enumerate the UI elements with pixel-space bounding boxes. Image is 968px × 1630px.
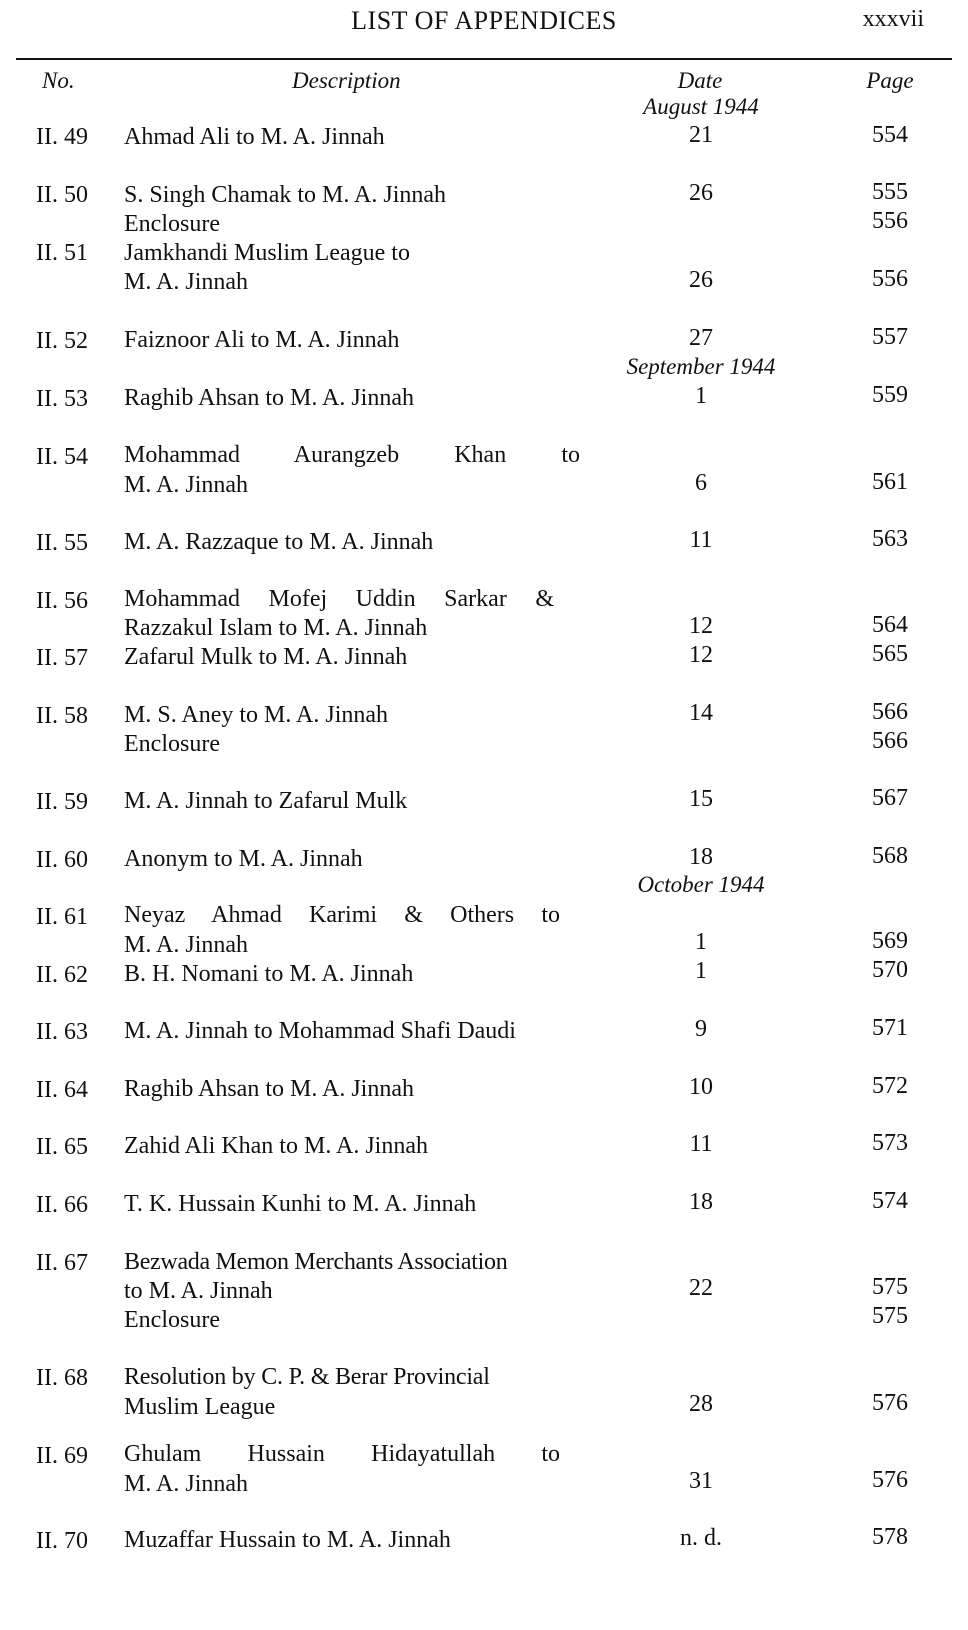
- entry-description: Mohammad Mofej Uddin Sarkar &: [124, 586, 554, 612]
- entry-page: 557: [872, 324, 908, 350]
- entry-date: 18: [689, 1189, 713, 1215]
- entry-date: 27: [689, 325, 713, 351]
- entry-description: M. A. Razzaque to M. A. Jinnah: [124, 529, 434, 555]
- entry-description: Anonym to M. A. Jinnah: [124, 846, 363, 872]
- entry-description: S. Singh Chamak to M. A. Jinnah: [124, 182, 447, 208]
- entry-page: 568: [872, 843, 908, 869]
- entry-description: Muslim League: [124, 1394, 276, 1420]
- entry-description: Ahmad Ali to M. A. Jinnah: [124, 124, 385, 150]
- entry-description: Mohammad Aurangzeb Khan to: [124, 442, 580, 468]
- entry-description: to M. A. Jinnah: [124, 1278, 273, 1304]
- entry-number: II. 56: [36, 588, 88, 614]
- column-header-date: Date: [677, 68, 723, 93]
- column-header-page: Page: [866, 68, 914, 93]
- entry-number: II. 50: [36, 182, 88, 208]
- page-number: xxxvii: [862, 6, 924, 32]
- entry-number: II. 69: [36, 1443, 88, 1469]
- entry-page: 565: [872, 641, 908, 667]
- entry-page: 566: [872, 728, 908, 754]
- entry-number: II. 59: [36, 789, 88, 815]
- entry-number: II. 62: [36, 962, 88, 988]
- entry-page: 559: [872, 382, 908, 408]
- entry-date: 9: [695, 1016, 707, 1042]
- month-heading: August 1944: [643, 94, 759, 119]
- entry-number: II. 63: [36, 1019, 88, 1045]
- entry-date: 11: [689, 1131, 713, 1157]
- entry-description: Ghulam Hussain Hidayatullah to: [124, 1441, 560, 1467]
- entry-page: 576: [872, 1467, 908, 1493]
- entry-description: Zafarul Mulk to M. A. Jinnah: [124, 644, 408, 670]
- entry-page: 567: [872, 785, 908, 811]
- entry-number: II. 53: [36, 386, 88, 412]
- entry-number: II. 66: [36, 1192, 88, 1218]
- entry-description: Raghib Ahsan to M. A. Jinnah: [124, 385, 415, 411]
- entry-description: Neyaz Ahmad Karimi & Others to: [124, 902, 560, 928]
- entry-date: 26: [689, 180, 713, 206]
- entry-date: 1: [695, 929, 707, 955]
- entry-page: 575: [872, 1303, 908, 1329]
- entry-page: 574: [872, 1188, 908, 1214]
- entry-description: B. H. Nomani to M. A. Jinnah: [124, 961, 414, 987]
- entry-number: II. 57: [36, 645, 88, 671]
- entry-page: 563: [872, 526, 908, 552]
- entry-description: Razzakul Islam to M. A. Jinnah: [124, 615, 428, 641]
- entry-date: n. d.: [680, 1525, 722, 1551]
- entry-description: Enclosure: [124, 1307, 220, 1333]
- entry-date: 10: [689, 1074, 713, 1100]
- entry-description: Raghib Ahsan to M. A. Jinnah: [124, 1076, 415, 1102]
- entry-date: 28: [689, 1391, 713, 1417]
- entry-description: Faiznoor Ali to M. A. Jinnah: [124, 327, 400, 353]
- entry-page: 555: [872, 179, 908, 205]
- entry-page: 572: [872, 1073, 908, 1099]
- entry-date: 11: [689, 527, 713, 553]
- entry-number: II. 70: [36, 1528, 88, 1554]
- entry-date: 26: [689, 267, 713, 293]
- entry-number: II. 64: [36, 1077, 88, 1103]
- entry-date: 12: [689, 642, 713, 668]
- entry-date: 6: [695, 470, 707, 496]
- entry-number: II. 67: [36, 1250, 88, 1276]
- entry-description: M. A. Jinnah: [124, 932, 249, 958]
- entry-date: 12: [689, 613, 713, 639]
- month-heading: September 1944: [626, 354, 776, 379]
- entry-page: 556: [872, 208, 908, 234]
- entry-number: II. 60: [36, 847, 88, 873]
- entry-page: 575: [872, 1274, 908, 1300]
- entry-number: II. 49: [36, 124, 88, 150]
- column-header-no: No.: [42, 68, 75, 93]
- entry-number: II. 54: [36, 444, 88, 470]
- entry-description: Resolution by C. P. & Berar Provincial: [124, 1364, 490, 1390]
- running-title: LIST OF APPENDICES: [351, 6, 617, 35]
- entry-description: M. A. Jinnah: [124, 1471, 249, 1497]
- entry-description: Muzaffar Hussain to M. A. Jinnah: [124, 1527, 451, 1553]
- entry-date: 1: [695, 958, 707, 984]
- entry-description: Jamkhandi Muslim League to: [124, 240, 410, 266]
- entry-date: 22: [689, 1275, 713, 1301]
- entry-page: 569: [872, 928, 908, 954]
- entry-number: II. 55: [36, 530, 88, 556]
- entry-description: M. A. Jinnah: [124, 472, 249, 498]
- entry-page: 571: [872, 1015, 908, 1041]
- entry-page: 556: [872, 266, 908, 292]
- month-heading: October 1944: [637, 872, 765, 897]
- entry-date: 1: [695, 383, 707, 409]
- entry-page: 564: [872, 612, 908, 638]
- column-header-description: Description: [292, 68, 401, 93]
- entry-description: Enclosure: [124, 211, 220, 237]
- entry-page: 570: [872, 957, 908, 983]
- entry-description: M. A. Jinnah to Zafarul Mulk: [124, 788, 408, 814]
- entry-page: 554: [872, 122, 908, 148]
- entry-date: 14: [689, 700, 713, 726]
- entry-description: Zahid Ali Khan to M. A. Jinnah: [124, 1133, 428, 1159]
- entry-number: II. 65: [36, 1134, 88, 1160]
- entry-number: II. 68: [36, 1365, 88, 1391]
- entry-description: M. A. Jinnah to Mohammad Shafi Daudi: [124, 1018, 516, 1044]
- entry-number: II. 51: [36, 240, 88, 266]
- entry-page: 576: [872, 1390, 908, 1416]
- entry-page: 573: [872, 1130, 908, 1156]
- entry-description: Enclosure: [124, 731, 220, 757]
- entry-number: II. 61: [36, 904, 88, 930]
- entry-description: T. K. Hussain Kunhi to M. A. Jinnah: [124, 1191, 477, 1217]
- entry-date: 21: [689, 122, 713, 148]
- entry-number: II. 52: [36, 328, 88, 354]
- entry-page: 561: [872, 469, 908, 495]
- entry-date: 18: [689, 844, 713, 870]
- entry-description: M. A. Jinnah: [124, 269, 249, 295]
- entry-date: 31: [689, 1468, 713, 1494]
- entry-description: M. S. Aney to M. A. Jinnah: [124, 702, 389, 728]
- entry-number: II. 58: [36, 703, 88, 729]
- entry-page: 578: [872, 1524, 908, 1550]
- entry-description: Bezwada Memon Merchants Association: [124, 1249, 508, 1275]
- entry-date: 15: [689, 786, 713, 812]
- entry-page: 566: [872, 699, 908, 725]
